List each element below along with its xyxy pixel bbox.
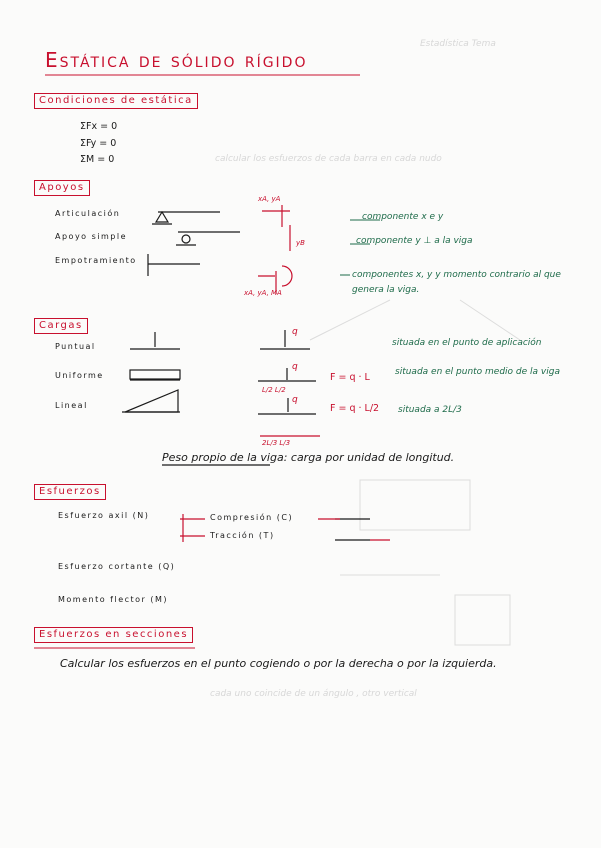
load-symbol: q [292, 395, 298, 405]
sections-effort-heading: Esfuerzos en secciones [34, 627, 193, 643]
shear-effort-label: Esfuerzo cortante (Q) [58, 562, 176, 571]
equation-sum-m: ΣM = 0 [80, 154, 115, 165]
axial-effort-label: Esfuerzo axil (N) [58, 511, 150, 520]
support-forces: xA, yA, MA [244, 289, 282, 297]
loads-heading: Cargas [34, 318, 88, 334]
load-note: situada a 2L/3 [398, 405, 462, 415]
page-title: Estática de sólido rígido [45, 48, 308, 72]
conditions-heading: Condiciones de estática [34, 93, 198, 109]
supports-heading: Apoyos [34, 180, 90, 196]
load-note: situada en el punto medio de la viga [395, 367, 560, 377]
support-note: componente y ⊥ a la viga [356, 236, 473, 246]
self-weight-note: Peso propio de la viga: carga por unidad de longitud. [162, 451, 455, 464]
equation-sum-fx: ΣFx = 0 [80, 121, 118, 132]
equation-sum-fy: ΣFy = 0 [80, 138, 117, 149]
load-formula: F = q · L/2 [330, 403, 380, 414]
support-forces: xA, yA [258, 195, 281, 203]
support-label: Empotramiento [55, 256, 137, 265]
load-label: Lineal [55, 401, 88, 410]
load-sub: 2L/3 L/3 [262, 439, 291, 447]
efforts-heading: Esfuerzos [34, 484, 106, 500]
support-note: componentes x, y y momento contrario al que genera la viga. [352, 270, 561, 296]
load-formula: F = q · L [330, 372, 370, 383]
load-symbol: q [292, 362, 298, 372]
compression-label: Compresión (C) [210, 513, 294, 522]
load-symbol: q [292, 327, 298, 337]
sections-effort-text: Calcular los esfuerzos en el punto cogiendo o por la derecha o por la izquierda. [60, 657, 497, 670]
load-note: situada en el punto de aplicación [392, 338, 542, 348]
load-label: Uniforme [55, 371, 104, 380]
support-note: componente x e y [362, 212, 444, 222]
ghost-text: cada uno coincide de un ángulo , otro vertical [210, 689, 417, 699]
support-label: Apoyo simple [55, 232, 128, 241]
ghost-text: Estadística Tema [420, 39, 496, 49]
ghost-text: calcular los esfuerzos de cada barra en cada nudo [215, 154, 442, 164]
moment-label: Momento flector (M) [58, 595, 169, 604]
support-label: Articulación [55, 209, 121, 218]
support-forces: yB [296, 239, 305, 247]
load-sub: L/2 L/2 [262, 386, 286, 394]
traction-label: Tracción (T) [210, 531, 275, 540]
load-label: Puntual [55, 342, 96, 351]
